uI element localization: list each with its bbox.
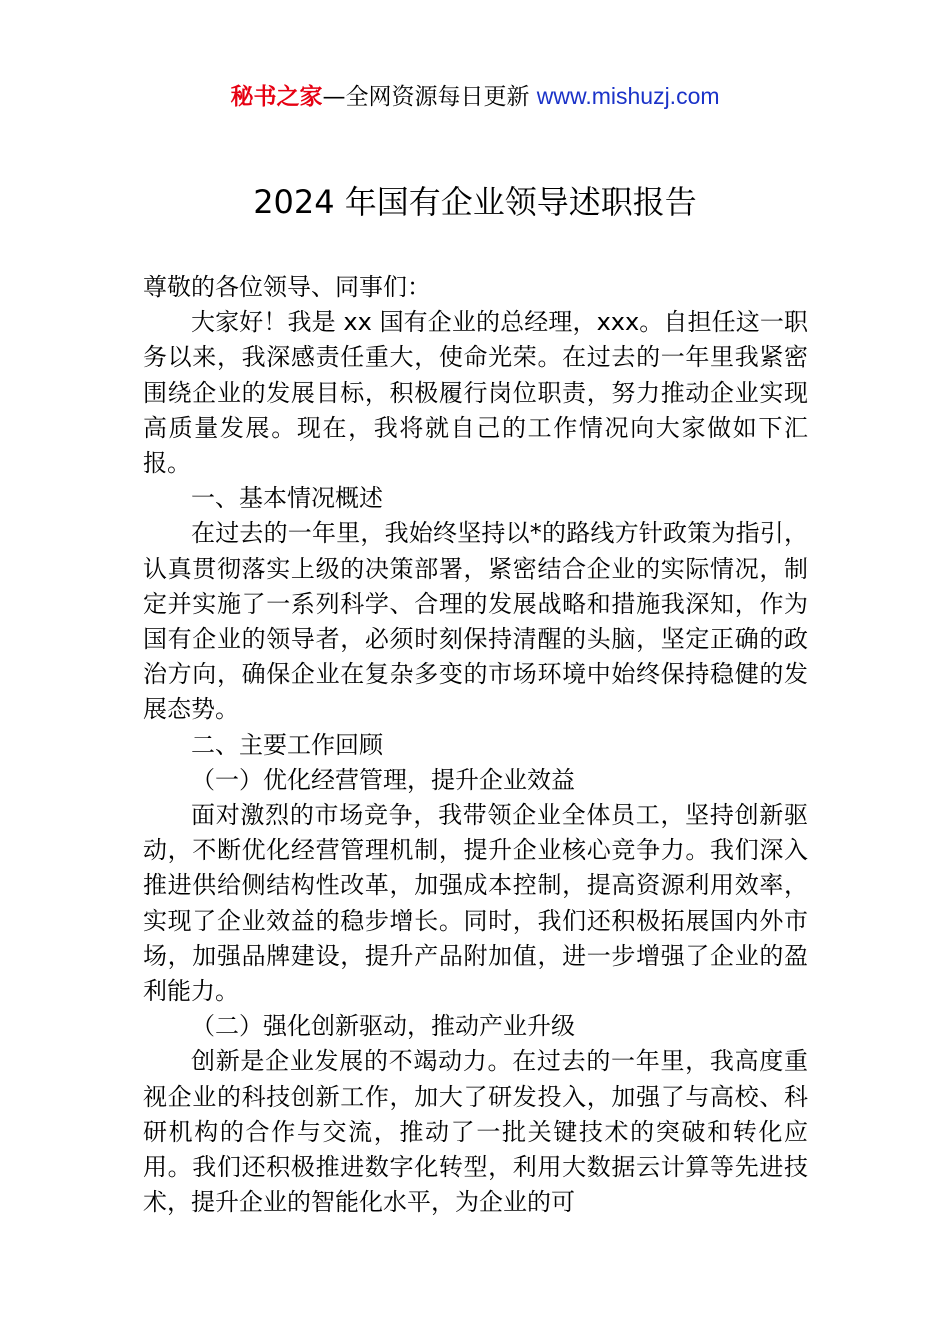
innovation-paragraph: 创新是企业发展的不竭动力。在过去的一年里，我高度重视企业的科技创新工作，加大了研发投入，加强了与高校、科研机构的合作与交流，推动了一批关键技术的突破和转化应用。我们还积极推进数字化转型，利用大数据云计算等先进技术，提升企业的智能化水平，为企业的可 xyxy=(143,1047,808,1217)
site-tagline: —全网资源每日更新 xyxy=(322,84,537,110)
section-heading-review: 二、主要工作回顾 xyxy=(191,730,383,759)
overview-paragraph: 在过去的一年里，我始终坚持以*的路线方针政策为指引，认真贯彻落实上级的决策部署，紧密结合企业的实际情况，制定并实施了一系列科学、合理的发展战略和措施我深知，作为国有企业的领导者，必须时刻保持清醒的头脑，坚定正确的政治方向，确保企业在复杂多变的市场环境中始终保持稳健的发展态势。 xyxy=(143,519,808,724)
intro-paragraph: 大家好！我是 xx 国有企业的总经理，xxx。自担任这一职务以来，我深感责任重大，使命光荣。在过去的一年里我紧密围绕企业的发展目标，积极履行岗位职责，努力推动企业实现高质量发展。现在，我将就自己的工作情况向大家做如下汇报。 xyxy=(143,308,808,478)
section-heading-overview: 一、基本情况概述 xyxy=(191,484,383,513)
subheading-innovation: （二）强化创新驱动，推动产业升级 xyxy=(191,1012,575,1041)
site-brand: 秘书之家 xyxy=(230,84,323,110)
management-paragraph: 面对激烈的市场竞争，我带领企业全体员工，坚持创新驱动，不断优化经营管理机制，提升企业核心竞争力。我们深入推进供给侧结构性改革，加强成本控制，提高资源利用效率，实现了企业效益的稳步增长。同时，我们还积极拓展国内外市场，加强品牌建设，提升产品附加值，进一步增强了企业的盈利能力。 xyxy=(143,801,808,1006)
site-header xyxy=(0,80,950,113)
document-title: 2024 年国有企业领导述职报告 xyxy=(253,183,697,221)
subheading-management: （一）优化经营管理，提升企业效益 xyxy=(191,765,575,794)
document-body xyxy=(143,270,808,1220)
salutation: 尊敬的各位领导、同事们： xyxy=(143,273,431,301)
site-url-link[interactable]: www.mishuzj.com xyxy=(536,83,720,109)
